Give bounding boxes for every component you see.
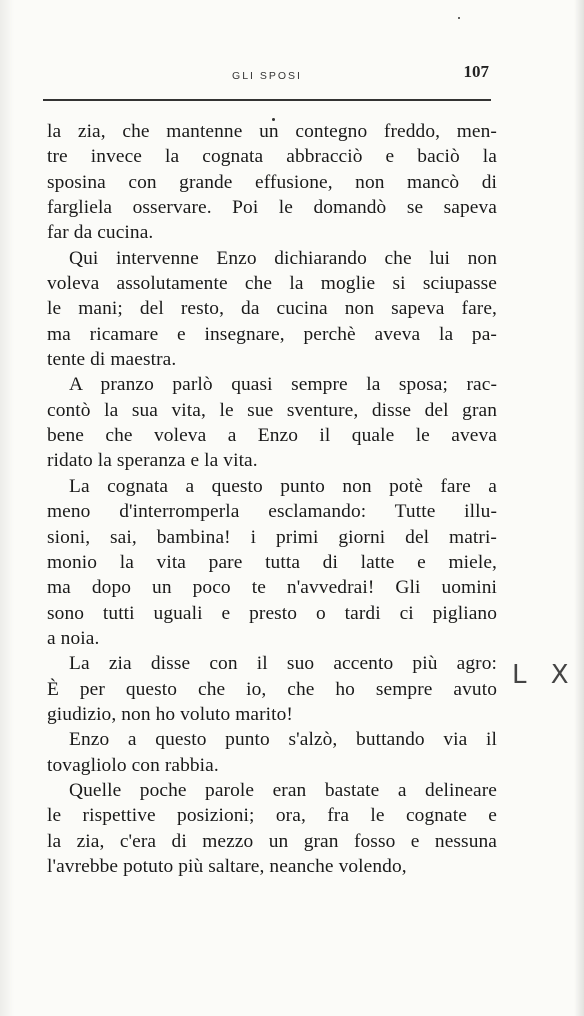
handwritten-margin-note: L X — [512, 660, 577, 690]
running-head — [43, 62, 491, 86]
text-line: tente di maestra. — [47, 349, 177, 371]
text-line: A pranzo parlò quasi sempre la sposa; rac- — [69, 374, 497, 396]
text-line: meno d'interromperla esclamando: Tutte illu- — [47, 501, 497, 523]
body-text — [47, 119, 497, 879]
paragraph — [47, 372, 497, 473]
text-line: le mani; del resto, da cucina non sapeva fare, — [47, 298, 497, 320]
text-line: bene che voleva a Enzo il quale le aveva — [47, 425, 497, 447]
text-line: sono tutti uguali e presto o tardi ci pigliano — [47, 602, 497, 624]
text-line: tre invece la cognata abbracciò e baciò la — [47, 146, 497, 168]
text-line: La zia disse con il suo accento più agro: — [69, 653, 497, 675]
header-title: GLI SPOSI — [232, 70, 302, 82]
paragraph — [47, 474, 497, 651]
paragraph — [47, 246, 497, 373]
paragraph — [47, 778, 497, 879]
text-line: ridato la speranza e la vita. — [47, 450, 258, 472]
text-line: Enzo a questo punto s'alzò, buttando via il — [69, 729, 497, 751]
text-line: contò la sua vita, le sue sventure, disse del gran — [47, 399, 497, 421]
text-line: la zia, c'era di mezzo un gran fosso e nessuna — [47, 830, 497, 852]
paragraph — [47, 119, 497, 246]
text-line: a noia. — [47, 627, 100, 649]
text-line: la zia, che mantenne un contegno freddo, men- — [47, 121, 497, 142]
text-line: voleva assolutamente che la moglie si sciupasse — [47, 273, 497, 295]
text-line: monio la vita pare tutta di latte e miele, — [47, 551, 497, 573]
page-number: 107 — [463, 62, 489, 81]
text-line: fargliela osservare. Poi le domandò se sapeva — [47, 197, 497, 219]
paragraph — [47, 727, 497, 778]
text-line: Quelle poche parole eran bastate a delineare — [69, 779, 497, 801]
text-line: sioni, sai, bambina! i primi giorni del matri- — [47, 526, 497, 548]
text-line: giudizio, non ho voluto marito! — [47, 703, 293, 725]
paragraph — [47, 651, 497, 727]
header-rule — [43, 99, 491, 101]
text-line: sposina con grande effusione, non mancò di — [47, 171, 497, 193]
text-line: le rispettive posizioni; ora, fra le cognate e — [47, 805, 497, 827]
text-line: ma ricamare e insegnare, perchè aveva la pa- — [47, 323, 497, 345]
text-line: Qui intervenne Enzo dichiarando che lui non — [69, 247, 497, 269]
text-line: È per questo che io, che ho sempre avuto — [47, 678, 497, 700]
text-line: La cognata a questo punto non potè fare a — [69, 475, 497, 497]
text-line: tovagliolo con rabbia. — [47, 754, 219, 776]
text-line: far da cucina. — [47, 222, 154, 244]
text-line: l'avrebbe potuto più saltare, neanche volendo, — [47, 855, 407, 877]
ink-speck — [458, 17, 460, 19]
text-line: ma dopo un poco te n'avvedrai! Gli uomini — [47, 577, 497, 599]
